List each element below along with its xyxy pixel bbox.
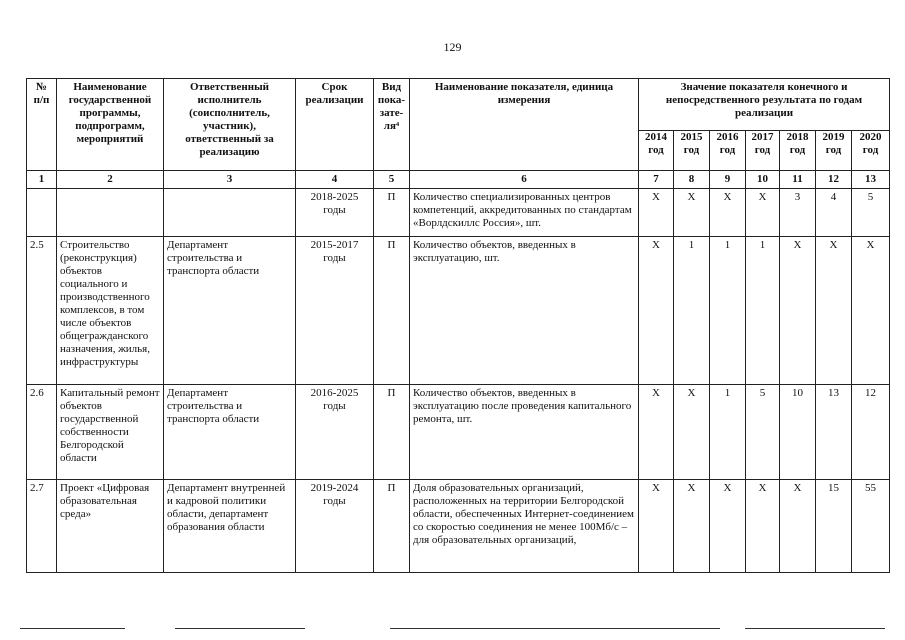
row-term: 2019-2024 годы bbox=[296, 480, 374, 573]
row-value-2020: X bbox=[852, 237, 890, 385]
column-number: 1 bbox=[27, 171, 57, 189]
page-bottom-edge bbox=[0, 628, 905, 634]
row-value-2014: X bbox=[639, 237, 674, 385]
row-indicator: Количество объектов, введенных в эксплуатацию после проведения капитального ремонта, шт. bbox=[410, 385, 639, 480]
row-value-2019: 13 bbox=[816, 385, 852, 480]
row-value-2017: 5 bbox=[746, 385, 780, 480]
page-number: 129 bbox=[443, 40, 462, 54]
row-value-2015: X bbox=[674, 480, 710, 573]
row-name: Капитальный ремонт объектов государственной собственности Белгородской области bbox=[57, 385, 164, 480]
column-number: 7 bbox=[639, 171, 674, 189]
row-executor: Департамент строительства и транспорта области bbox=[164, 385, 296, 480]
column-number: 5 bbox=[374, 171, 410, 189]
header-year-2014: 2014 год bbox=[639, 131, 674, 171]
row-kind: П bbox=[374, 189, 410, 237]
row-name: Строительство (реконструкция) объектов социального и производственного комплексов, в том числе объектов общегражданского назначения, жилья, инфраструктуры bbox=[57, 237, 164, 385]
column-number: 10 bbox=[746, 171, 780, 189]
column-number: 3 bbox=[164, 171, 296, 189]
divider bbox=[745, 628, 885, 629]
column-number: 12 bbox=[816, 171, 852, 189]
header-year-2019: 2019 год bbox=[816, 131, 852, 171]
row-value-2018: X bbox=[780, 237, 816, 385]
row-value-2015: 1 bbox=[674, 237, 710, 385]
header-name: Наименование государственной программы, подпрограмм, мероприятий bbox=[57, 79, 164, 171]
row-executor bbox=[164, 189, 296, 237]
row-no: 2.7 bbox=[27, 480, 57, 573]
row-no bbox=[27, 189, 57, 237]
header-indicator: Наименование показателя, единица измерения bbox=[410, 79, 639, 171]
row-value-2016: X bbox=[710, 189, 746, 237]
row-value-2015: X bbox=[674, 385, 710, 480]
column-number: 11 bbox=[780, 171, 816, 189]
divider bbox=[390, 628, 720, 629]
row-value-2014: X bbox=[639, 189, 674, 237]
row-value-2019: X bbox=[816, 237, 852, 385]
row-value-2017: X bbox=[746, 480, 780, 573]
column-number: 8 bbox=[674, 171, 710, 189]
row-indicator: Количество специализированных центров компетенций, аккредитованных по стандартам «Ворлдскиллс Россия», шт. bbox=[410, 189, 639, 237]
row-value-2017: X bbox=[746, 189, 780, 237]
row-value-2020: 55 bbox=[852, 480, 890, 573]
divider bbox=[20, 628, 125, 629]
row-executor: Департамент строительства и транспорта области bbox=[164, 237, 296, 385]
row-term: 2015-2017 годы bbox=[296, 237, 374, 385]
table-row bbox=[27, 237, 890, 385]
header-executor: Ответственный исполнитель (соисполнитель, участник), ответственный за реализацию bbox=[164, 79, 296, 171]
row-kind: П bbox=[374, 237, 410, 385]
row-no: 2.6 bbox=[27, 385, 57, 480]
table-row bbox=[27, 189, 890, 237]
header-year-2020: 2020 год bbox=[852, 131, 890, 171]
row-value-2017: 1 bbox=[746, 237, 780, 385]
column-number: 2 bbox=[57, 171, 164, 189]
column-number: 13 bbox=[852, 171, 890, 189]
table-row bbox=[27, 480, 890, 573]
row-executor: Департамент внутренней и кадровой политики области, департамент образования области bbox=[164, 480, 296, 573]
column-numbers-row bbox=[27, 171, 890, 189]
row-value-2014: X bbox=[639, 385, 674, 480]
row-value-2016: X bbox=[710, 480, 746, 573]
header-values-title: Значение показателя конечного и непосредственного результата по годам реализации bbox=[639, 79, 890, 131]
row-value-2016: 1 bbox=[710, 385, 746, 480]
header-year-2015: 2015 год bbox=[674, 131, 710, 171]
header-kind: Вид пока-зате-ля⁴ bbox=[374, 79, 410, 171]
row-name: Проект «Цифровая образовательная среда» bbox=[57, 480, 164, 573]
row-kind: П bbox=[374, 480, 410, 573]
row-value-2015: X bbox=[674, 189, 710, 237]
column-number: 9 bbox=[710, 171, 746, 189]
row-value-2016: 1 bbox=[710, 237, 746, 385]
header-year-2018: 2018 год bbox=[780, 131, 816, 171]
row-value-2019: 4 bbox=[816, 189, 852, 237]
table-row bbox=[27, 385, 890, 480]
column-number: 4 bbox=[296, 171, 374, 189]
row-value-2014: X bbox=[639, 480, 674, 573]
row-value-2020: 12 bbox=[852, 385, 890, 480]
row-no: 2.5 bbox=[27, 237, 57, 385]
row-value-2020: 5 bbox=[852, 189, 890, 237]
divider bbox=[175, 628, 305, 629]
header-year-2017: 2017 год bbox=[746, 131, 780, 171]
header-year-2016: 2016 год bbox=[710, 131, 746, 171]
row-term: 2016-2025 годы bbox=[296, 385, 374, 480]
row-indicator: Доля образовательных организаций, расположенных на территории Белгородской области, обеспеченных Интернет-соединением со скоростью соединения не менее 100Мб/с – для образовательных организаций, bbox=[410, 480, 639, 573]
header-no: № п/п bbox=[27, 79, 57, 171]
row-value-2018: 3 bbox=[780, 189, 816, 237]
column-number: 6 bbox=[410, 171, 639, 189]
header-term: Срок реализации bbox=[296, 79, 374, 171]
row-name bbox=[57, 189, 164, 237]
indicators-table bbox=[26, 78, 890, 573]
row-value-2019: 15 bbox=[816, 480, 852, 573]
row-value-2018: 10 bbox=[780, 385, 816, 480]
row-kind: П bbox=[374, 385, 410, 480]
row-value-2018: X bbox=[780, 480, 816, 573]
row-term: 2018-2025 годы bbox=[296, 189, 374, 237]
row-indicator: Количество объектов, введенных в эксплуатацию, шт. bbox=[410, 237, 639, 385]
